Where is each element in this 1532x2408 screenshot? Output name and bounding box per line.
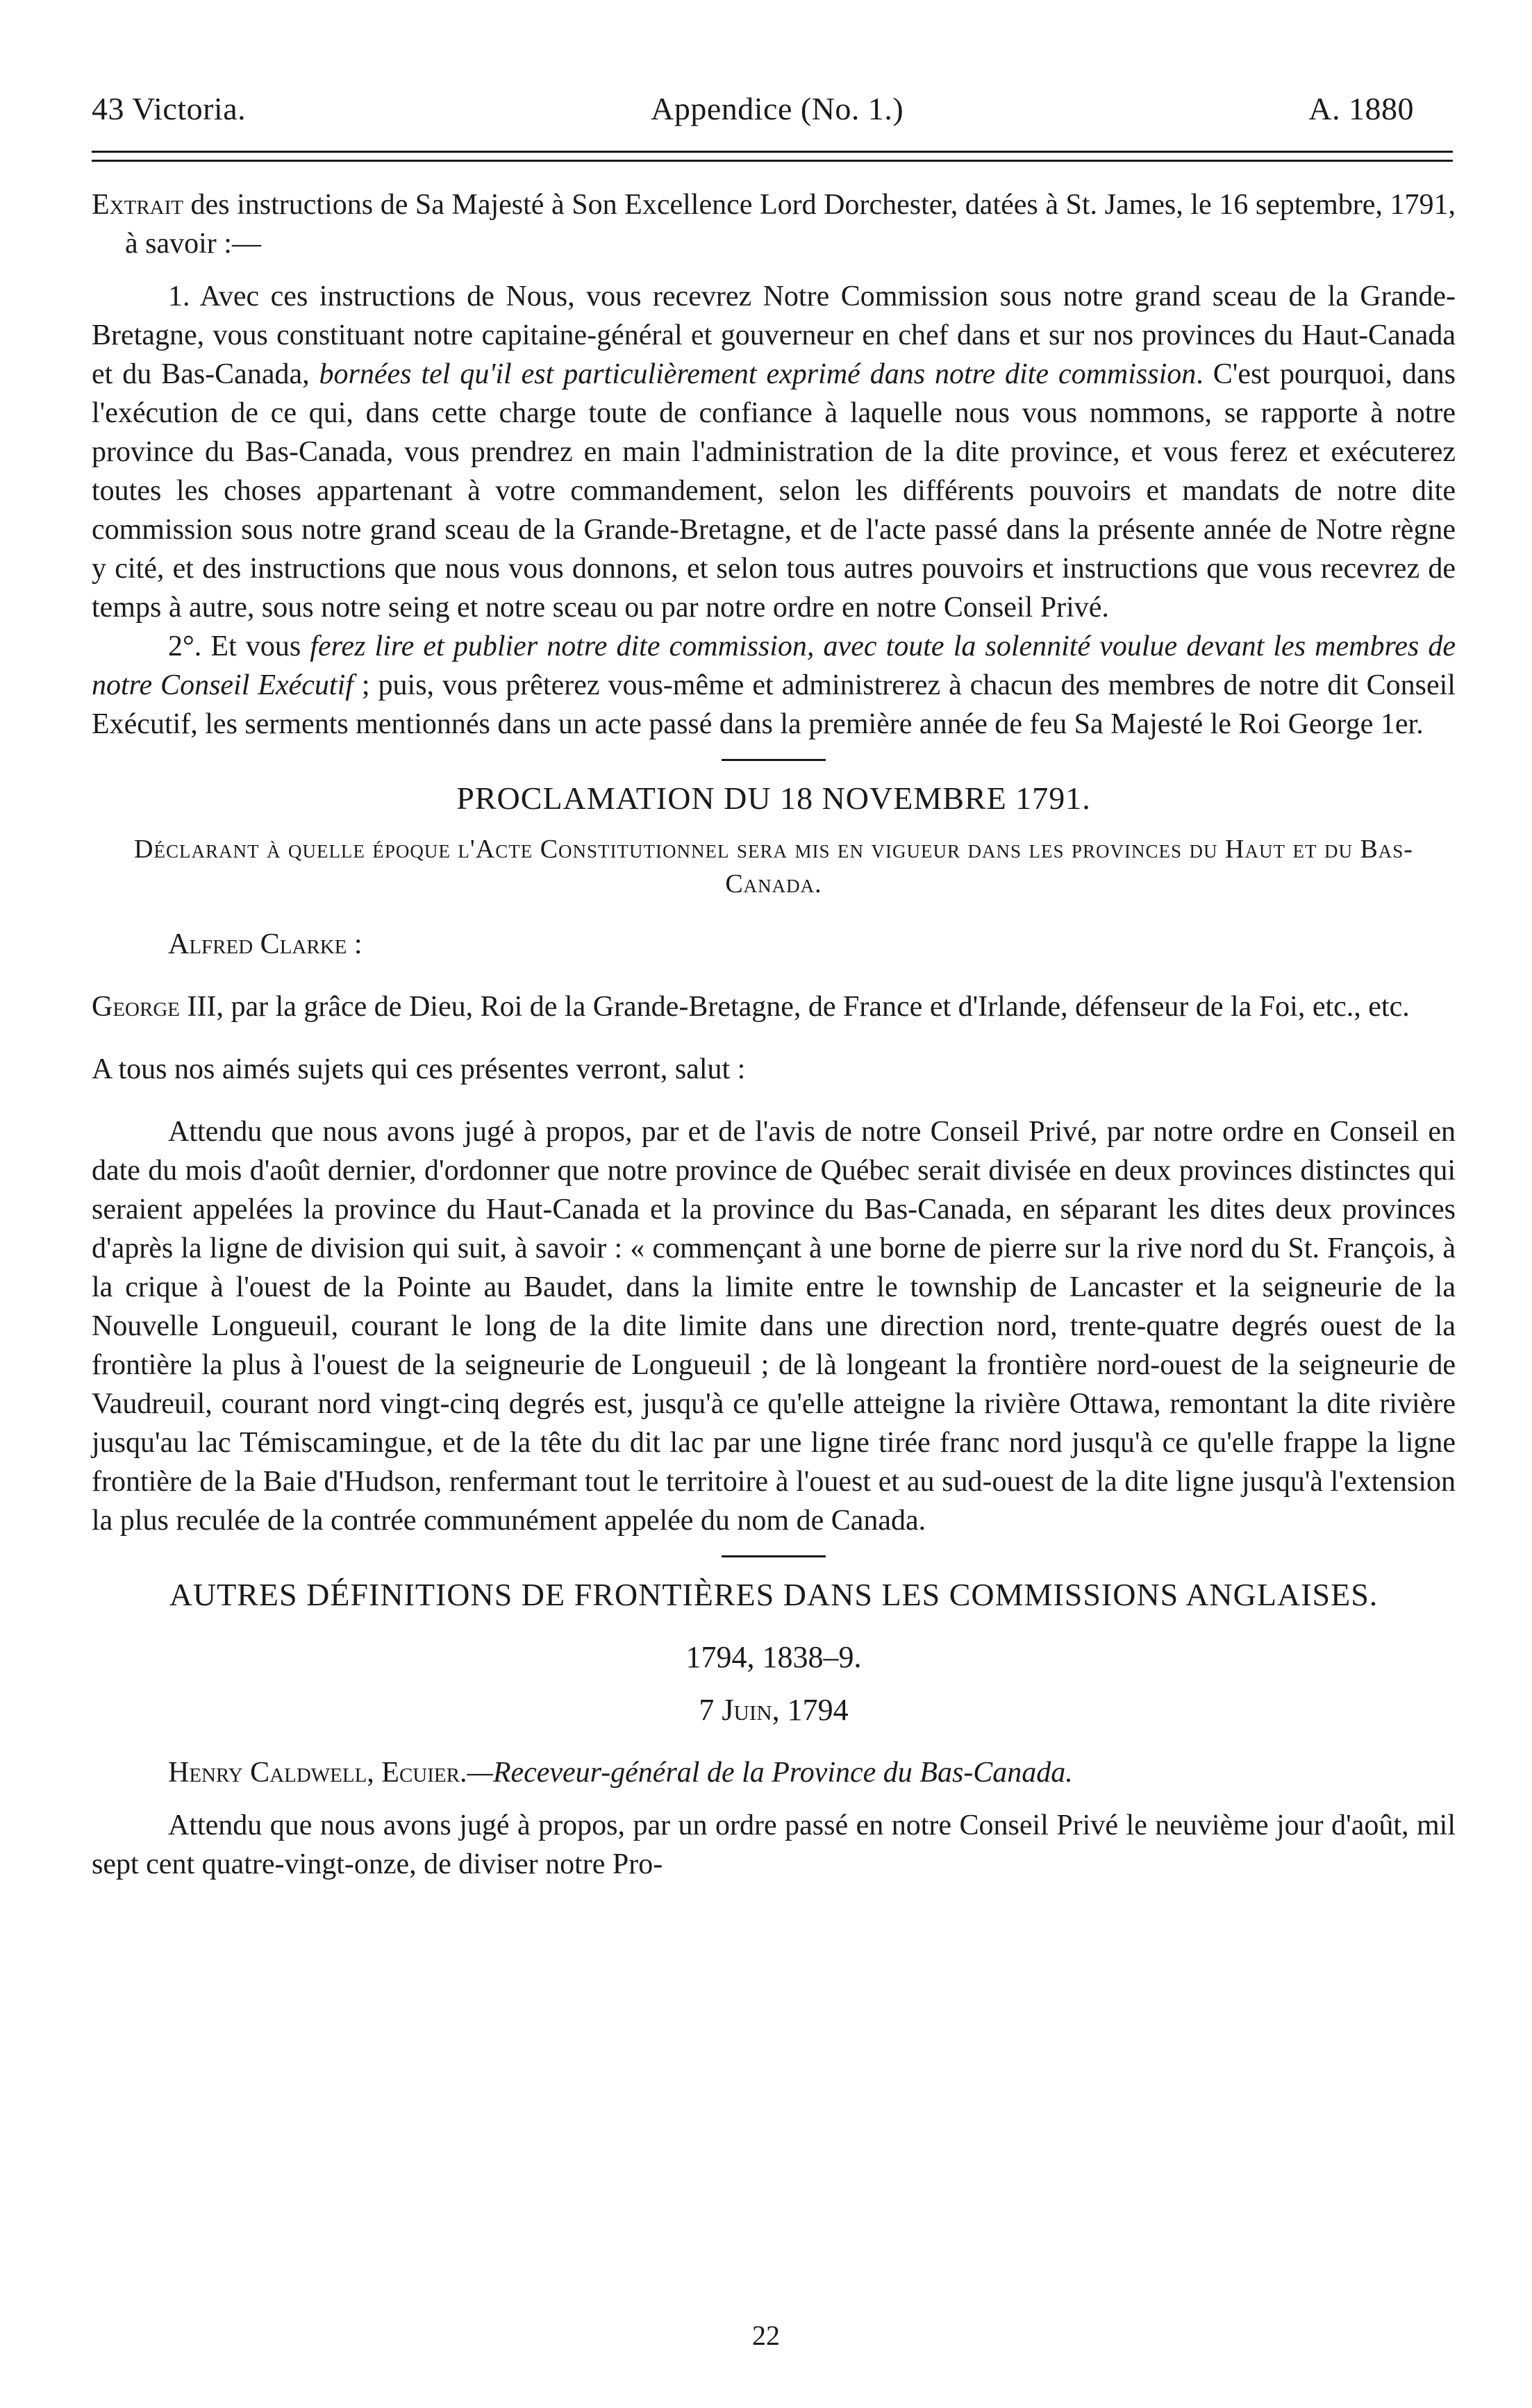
para2-text-b: ; puis, vous prêterez vous-même et administrerez à chacun des membres de notre dit Conseil Exécutif, les serments mentionnés dans un acte passé dans la première année de feu Sa Majesté le Roi George 1er. [92,669,1456,740]
header-appendix: Appendice (No. 1.) [651,91,904,126]
proclamation-body: Attendu que nous avons jugé à propos, par et de l'avis de notre Conseil Privé, par notre ordre en Conseil en date du mois d'août dernier, d'ordonner que notre province de Québec serait divisée en deux provinces distinctes qui seraient appelées la province du Haut-Canada et la province du Bas-Canada, en séparant les dites deux provinces d'après la ligne de division qui suit, à savoir : « commençant à une borne de pierre sur la rive nord du St. François, à la crique à l'ouest de la Pointe au Baudet, dans la limite entre le township de Lancaster et la seigneurie de la Nouvelle Longueuil, courant le long de la dite limite dans une direction nord, trente-quatre degrés ouest de la frontière la plus à l'ouest de la seigneurie de Longueuil ; de là longeant la frontière nord-ouest de la seigneurie de Vaudreuil, courant nord vingt-cinq degrés est, jusqu'à ce qu'elle atteigne la rivière Ottawa, remontant la dite rivière jusqu'au lac Témiscamingue, et de la tête du dit lac par une ligne tirée franc nord jusqu'à ce qu'elle frappe la ligne frontière de la Baie d'Hudson, renfermant tout le territoire à l'ouest et au sud-ouest de la dite ligne jusqu'à l'extension la plus reculée de la contrée communément appelée du nom de Canada. [92,1116,1456,1537]
extrait-text: des instructions de Sa Majesté à Son Excellence Lord Dorchester, datées à St. James, le 16 septembre, 1791, à savoir :— [125,189,1456,260]
proclamation-subtitle: Déclarant à quelle époque l'Acte Constitutionnel sera mis en vigueur dans les provinces du Haut et du Bas-Canada. [134,835,1413,898]
king-text: III, par la grâce de Dieu, Roi de la Grande-Bretagne, de France et d'Irlande, défenseur de la Foi, etc., etc. [180,991,1410,1023]
salute-line: A tous nos aimés sujets qui ces présentes verront, salut : [92,1053,746,1085]
king-lead: George [92,991,180,1023]
extrait-paragraph [92,185,1456,263]
proclamation-title: PROCLAMATION DU 18 NOVEMBRE 1791. [456,780,1091,816]
section-divider [722,1555,826,1557]
autres-body: Attendu que nous avons jugé à propos, par un ordre passé en notre Conseil Privé le neuvième jour d'août, mil sept cent quatre-vingt-onze, de diviser notre Pro- [92,1809,1456,1880]
king-paragraph [92,987,1456,1026]
autres-date: 7 Juin, 1794 [699,1693,849,1727]
addressee-name: Henry Caldwell, Ecuier. [168,1757,467,1789]
para1-text-a: 1. Avec ces instructions de Nous, vous recevrez Notre Commission sous notre grand sceau de la Grande-Bretagne, vous constituant notre capitaine-général et gouverneur en chef dans et sur nos provinces du Haut-Canada et du Bas-Canada, [92,281,1456,390]
running-header [92,90,1456,127]
header-double-rule [92,151,1453,162]
para1-italic: bornées tel qu'il est particulièrement exprimé dans notre dite commission [319,358,1197,390]
page-number: 22 [752,2320,780,2351]
proclamation-signer: Alfred Clarke : [168,928,363,960]
autres-title: AUTRES DÉFINITIONS DE FRONTIÈRES DANS LES COMMISSIONS ANGLAISES. [169,1577,1379,1612]
autres-years: 1794, 1838–9. [685,1640,862,1674]
header-session: 43 Victoria. [92,91,247,126]
commission-addressee [92,1753,1456,1792]
section-divider [722,759,826,761]
para2-italic: ferez lire et publier notre dite commission, avec toute la solennité voulue devant les membres de notre Conseil Exécutif [92,630,1456,701]
para1-text-b: . C'est pourquoi, dans l'exécution de ce qui, dans cette charge toute de confiance à laquelle nous vous nommons, se rapporte à notre province du Bas-Canada, vous prendrez en main l'administration de la dite province, et vous ferez et exécuterez toutes les choses appartenant à votre commandement, selon les différents pouvoirs et mandats de notre dite commission sous notre grand sceau de la Grande-Bretagne, et de l'acte passé dans la présente année de Notre règne y cité, et des instructions que nous vous donnons, et selon tous autres pouvoirs et instructions que vous recevrez de temps à autre, sous notre seing et notre sceau ou par notre ordre en notre Conseil Privé. [92,358,1456,624]
header-year: A. 1880 [1308,91,1414,126]
para2-text-a: 2°. Et vous [168,630,310,662]
addressee-role: —Receveur-général de la Province du Bas-Canada. [467,1757,1073,1789]
extrait-lead: Extrait [92,189,183,221]
instruction-paragraph-1 [92,277,1456,627]
instruction-paragraph-2 [92,627,1456,744]
